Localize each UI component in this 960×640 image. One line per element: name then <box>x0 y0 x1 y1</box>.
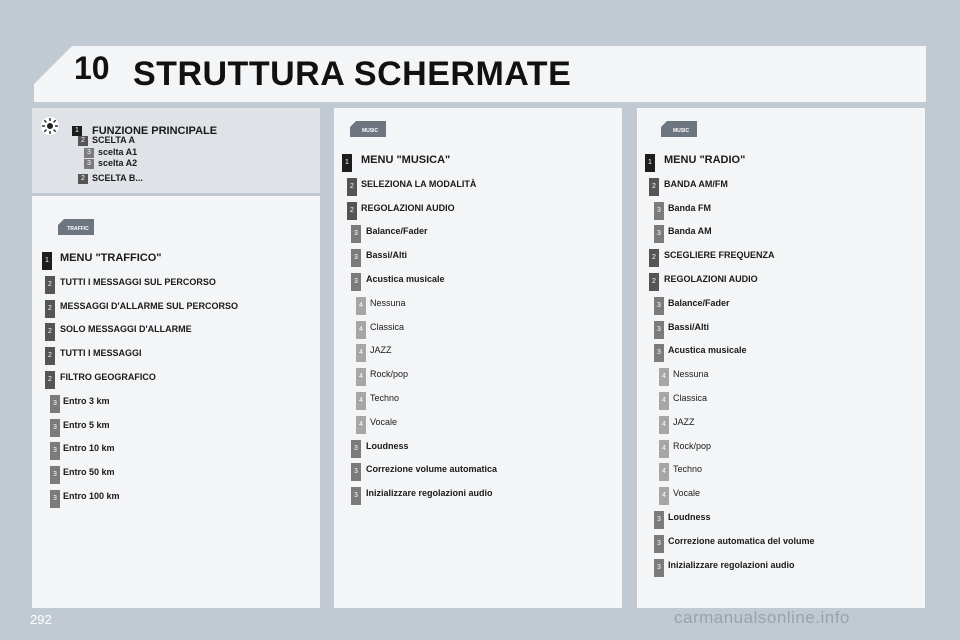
menu-item-label: Entro 3 km <box>63 395 110 406</box>
radio-tag-icon <box>659 120 699 138</box>
level-marker: 2 <box>649 249 659 267</box>
menu-item-label: Acustica musicale <box>366 274 445 284</box>
level-marker: 3 <box>351 463 361 481</box>
level-marker: 2 <box>45 371 55 389</box>
level-marker: 3 <box>654 321 664 339</box>
menu-item-label: SCEGLIERE FREQUENZA <box>664 250 775 261</box>
menu-item-label: Loudness <box>366 440 409 451</box>
menu-item-label: Classica <box>673 393 708 403</box>
level-marker: 4 <box>659 368 669 386</box>
level-marker: 2 <box>347 178 357 196</box>
level-marker: 1 <box>645 154 655 172</box>
level-marker: 3 <box>654 511 664 529</box>
level-marker: 4 <box>659 463 669 481</box>
level-marker: 3 <box>654 202 664 220</box>
level-marker: 3 <box>351 225 361 243</box>
level-marker: 1 <box>42 252 52 270</box>
level-marker: 2 <box>78 136 88 146</box>
panel-traffico <box>32 196 320 608</box>
svg-text:TRAFFIC: TRAFFIC <box>67 226 89 232</box>
legend-item-label: SCELTA B... <box>92 173 143 183</box>
menu-item-label: TUTTI I MESSAGGI SUL PERCORSO <box>60 276 216 287</box>
music-tag-icon <box>348 120 388 138</box>
level-marker: 2 <box>649 178 659 196</box>
legend-item-label: scelta A1 <box>98 147 138 157</box>
level-marker: 4 <box>659 440 669 458</box>
level-marker: 3 <box>654 297 664 315</box>
menu-item-label: Entro 5 km <box>63 419 110 430</box>
menu-item-label: FILTRO GEOGRAFICO <box>60 372 156 382</box>
level-marker: 1 <box>72 126 82 136</box>
level-marker: 3 <box>351 273 361 291</box>
menu-item-label: Correzione automatica del volume <box>668 535 815 546</box>
menu-item-label: MENU "TRAFFICO" <box>60 252 162 264</box>
menu-item-label: Banda FM <box>668 202 712 213</box>
menu-item-label: TUTTI I MESSAGGI <box>60 348 142 359</box>
level-marker: 3 <box>654 225 664 243</box>
menu-item-label: Loudness <box>668 512 711 522</box>
level-marker: 4 <box>356 297 366 315</box>
level-marker: 4 <box>659 487 669 505</box>
page-number: 292 <box>30 612 52 627</box>
level-marker: 2 <box>45 323 55 341</box>
level-marker: 3 <box>50 466 60 484</box>
level-marker: 2 <box>45 347 55 365</box>
level-marker: 4 <box>356 344 366 362</box>
level-marker: 3 <box>50 442 60 460</box>
menu-item-label: Nessuna <box>673 369 709 380</box>
level-marker: 3 <box>351 487 361 505</box>
menu-item-label: Entro 10 km <box>63 443 115 454</box>
svg-text:MUSIC: MUSIC <box>361 128 379 134</box>
menu-item-label: JAZZ <box>370 345 392 356</box>
menu-item-label: JAZZ <box>673 416 695 427</box>
menu-item-label: Entro 100 km <box>63 491 120 501</box>
menu-item-label: MESSAGGI D'ALLARME SUL PERCORSO <box>60 300 238 311</box>
level-marker: 3 <box>654 559 664 577</box>
menu-item-label: Acustica musicale <box>668 345 747 356</box>
menu-item-label: SELEZIONA LA MODALITÀ <box>361 178 477 189</box>
chapter-number: 10 <box>74 50 110 86</box>
menu-item-label: Entro 50 km <box>63 467 115 478</box>
level-marker: 2 <box>347 202 357 220</box>
svg-text:MUSIC: MUSIC <box>672 128 690 134</box>
level-marker: 4 <box>659 416 669 434</box>
menu-item-label: Vocale <box>673 488 701 499</box>
menu-item-label: BANDA AM/FM <box>664 178 728 189</box>
menu-item-label: REGOLAZIONI AUDIO <box>664 274 758 284</box>
legend-box <box>32 108 320 193</box>
menu-item-label: Techno <box>370 393 400 403</box>
menu-item-label: Nessuna <box>370 297 406 308</box>
level-marker: 2 <box>649 273 659 291</box>
level-marker: 3 <box>654 344 664 362</box>
level-marker: 2 <box>78 174 88 184</box>
menu-item-label: Classica <box>370 321 405 332</box>
level-marker: 4 <box>356 321 366 339</box>
level-marker: 3 <box>50 490 60 508</box>
legend-item-label: SCELTA A <box>92 135 135 145</box>
legend-item-label: scelta A2 <box>98 158 138 168</box>
menu-item-label: MENU "MUSICA" <box>361 154 451 166</box>
page-title: STRUTTURA SCHERMATE <box>133 55 572 93</box>
menu-item-label: Vocale <box>370 416 398 427</box>
menu-item-label: REGOLAZIONI AUDIO <box>361 202 455 213</box>
sun-icon <box>40 116 60 136</box>
menu-item-label: Rock/pop <box>370 369 409 380</box>
menu-item-label: Balance/Fader <box>366 226 428 237</box>
menu-item-label: Techno <box>673 464 703 475</box>
menu-item-label: Inizializzare regolazioni audio <box>366 488 493 499</box>
level-marker: 4 <box>356 368 366 386</box>
level-marker: 2 <box>45 300 55 318</box>
menu-item-label: Correzione volume automatica <box>366 464 498 475</box>
menu-item-label: Rock/pop <box>673 440 712 451</box>
level-marker: 4 <box>659 392 669 410</box>
level-marker: 3 <box>654 535 664 553</box>
watermark: carmanualsonline.info <box>674 608 850 627</box>
level-marker: 3 <box>351 440 361 458</box>
level-marker: 3 <box>50 419 60 437</box>
level-marker: 3 <box>351 249 361 267</box>
level-marker: 3 <box>50 395 60 413</box>
panel-musica <box>334 108 622 608</box>
menu-item-label: SOLO MESSAGGI D'ALLARME <box>60 324 192 335</box>
menu-item-label: Bassi/Alti <box>668 321 710 332</box>
level-marker: 3 <box>84 159 94 169</box>
level-marker: 4 <box>356 416 366 434</box>
menu-item-label: Banda AM <box>668 226 712 237</box>
menu-item-label: MENU "RADIO" <box>664 154 746 166</box>
menu-item-label: Bassi/Alti <box>366 250 408 261</box>
panel-radio <box>637 108 925 608</box>
level-marker: 4 <box>356 392 366 410</box>
legend-item-label: FUNZIONE PRINCIPALE <box>92 125 218 137</box>
level-marker: 1 <box>342 154 352 172</box>
menu-item-label: Inizializzare regolazioni audio <box>668 559 795 570</box>
traffic-tag-icon <box>56 218 96 236</box>
menu-item-label: Balance/Fader <box>668 297 730 308</box>
level-marker: 2 <box>45 276 55 294</box>
level-marker: 3 <box>84 148 94 158</box>
